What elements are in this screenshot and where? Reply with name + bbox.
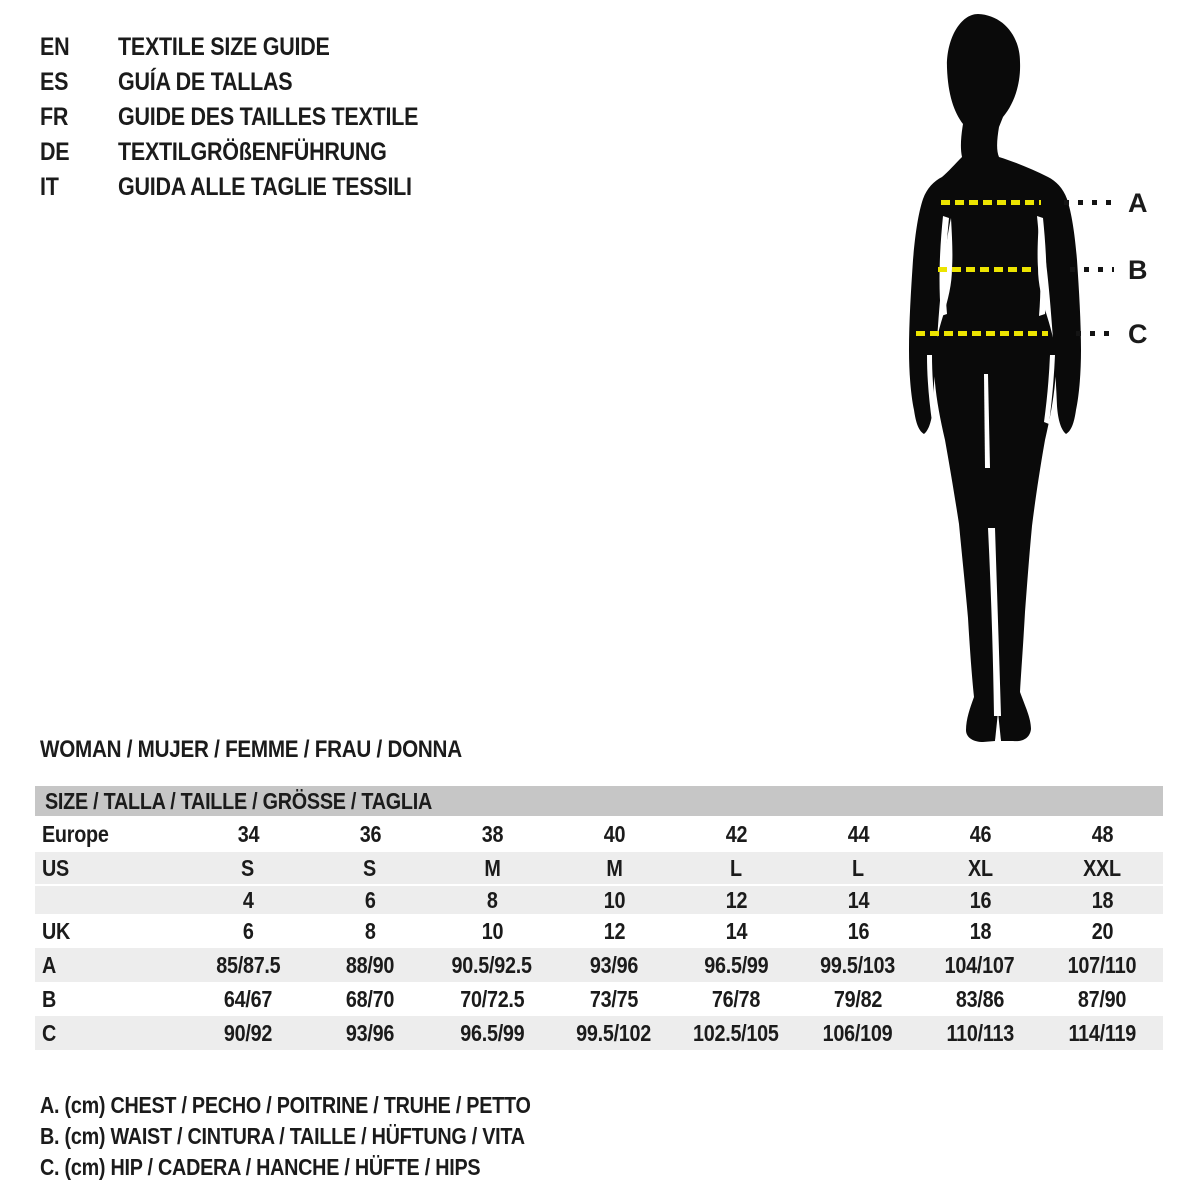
size-table-header: [35, 786, 1163, 816]
chest-leader-line: [1064, 200, 1114, 205]
woman-silhouette-icon: [870, 0, 1110, 760]
chest-measure-line: [941, 200, 1041, 205]
hip-measure-line: [916, 331, 1048, 336]
row-label: Europe: [42, 820, 109, 847]
table-cell: 14: [725, 917, 747, 944]
language-title: TEXTILE SIZE GUIDE: [118, 33, 330, 61]
measure-note: A. (cm) CHEST / PECHO / POITRINE / TRUHE / PETTO: [40, 1092, 531, 1118]
table-cell: 6: [242, 917, 254, 944]
table-cell: 6: [364, 886, 376, 913]
language-title: GUIDA ALLE TAGLIE TESSILI: [118, 173, 412, 201]
table-cell: 83/86: [955, 985, 1005, 1012]
woman-silhouette: [870, 0, 1110, 760]
table-row: [35, 816, 1163, 852]
table-cell: 99.5/102: [576, 1019, 652, 1046]
table-row: [35, 982, 1163, 1016]
table-cell: XXL: [1083, 854, 1121, 881]
language-row: [40, 170, 467, 205]
table-cell: 68/70: [345, 985, 395, 1012]
table-cell: 76/78: [711, 985, 761, 1012]
table-cell: 96.5/99: [703, 951, 769, 978]
table-cell: 48: [1091, 820, 1113, 847]
table-cell: 10: [481, 917, 503, 944]
table-cell: 18: [969, 917, 991, 944]
language-code: DE: [40, 138, 70, 166]
table-cell: 46: [969, 820, 991, 847]
table-cell: 79/82: [833, 985, 883, 1012]
hip-label: C: [1128, 319, 1148, 349]
language-row: [40, 30, 467, 65]
table-cell: 40: [603, 820, 625, 847]
language-code: EN: [40, 33, 70, 61]
size-table: [35, 786, 1163, 1050]
table-cell: 85/87.5: [215, 951, 281, 978]
language-row: [40, 100, 467, 135]
section-label-text: WOMAN / MUJER / FEMME / FRAU / DONNA: [40, 736, 462, 763]
table-cell: 102.5/105: [693, 1019, 779, 1046]
table-cell: L: [730, 854, 742, 881]
table-cell: 104/107: [945, 951, 1015, 978]
language-title: TEXTILGRÖßENFÜHRUNG: [118, 138, 387, 166]
table-cell: 114/119: [1068, 1019, 1136, 1046]
table-cell: M: [483, 854, 501, 881]
table-cell: 12: [603, 917, 625, 944]
language-row: [40, 65, 467, 100]
measure-note: C. (cm) HIP / CADERA / HANCHE / HÜFTE / HIPS: [40, 1154, 481, 1180]
table-cell: 70/72.5: [459, 985, 525, 1012]
table-cell: 106/109: [823, 1019, 893, 1046]
table-cell: 36: [359, 820, 381, 847]
table-cell: M: [605, 854, 623, 881]
table-cell: 93/96: [589, 951, 639, 978]
table-cell: 16: [969, 886, 991, 913]
table-row: [35, 948, 1163, 982]
table-cell: 93/96: [345, 1019, 395, 1046]
table-cell: S: [241, 854, 255, 881]
table-cell: 10: [603, 886, 625, 913]
row-label: US: [42, 854, 69, 881]
hip-leader-line: [1076, 331, 1114, 336]
table-row: [35, 884, 1163, 914]
language-code: FR: [40, 103, 69, 131]
table-cell: XL: [967, 854, 993, 881]
waist-label: B: [1128, 255, 1148, 285]
table-cell: 4: [242, 886, 254, 913]
table-row: [35, 914, 1163, 948]
table-cell: 90.5/92.5: [451, 951, 533, 978]
table-cell: 18: [1091, 886, 1113, 913]
table-cell: 99.5/103: [820, 951, 896, 978]
measure-notes: [40, 1090, 610, 1183]
table-cell: 64/67: [223, 985, 273, 1012]
section-label: [40, 736, 531, 764]
table-cell: S: [363, 854, 377, 881]
table-cell: L: [852, 854, 864, 881]
row-label: [35, 887, 187, 914]
waist-measure-line: [938, 267, 1035, 272]
row-label: B: [42, 985, 57, 1012]
row-label: A: [42, 951, 57, 978]
table-cell: 16: [847, 917, 869, 944]
table-cell: 44: [847, 820, 869, 847]
row-label: C: [42, 1019, 57, 1046]
table-row: [35, 852, 1163, 884]
table-cell: 8: [364, 917, 376, 944]
waist-leader-line: [1070, 267, 1114, 272]
table-cell: 34: [237, 820, 259, 847]
table-cell: 12: [725, 886, 747, 913]
row-label: UK: [42, 917, 71, 944]
table-cell: 87/90: [1077, 985, 1127, 1012]
table-cell: 38: [481, 820, 503, 847]
table-cell: 88/90: [345, 951, 395, 978]
size-table-body: [35, 816, 1163, 1050]
chest-label: A: [1128, 188, 1148, 218]
table-cell: 73/75: [589, 985, 639, 1012]
table-cell: 20: [1091, 917, 1113, 944]
table-cell: 107/110: [1067, 951, 1137, 978]
language-row: [40, 135, 467, 170]
table-cell: 8: [486, 886, 498, 913]
language-title: GUÍA DE TALLAS: [118, 68, 293, 96]
table-row: [35, 1016, 1163, 1050]
table-cell: 14: [847, 886, 869, 913]
language-code: IT: [40, 173, 59, 201]
table-cell: 90/92: [223, 1019, 273, 1046]
table-cell: 110/113: [946, 1019, 1014, 1046]
table-cell: 96.5/99: [459, 1019, 525, 1046]
language-code: ES: [40, 68, 69, 96]
language-title: GUIDE DES TAILLES TEXTILE: [118, 103, 419, 131]
language-title-list: [40, 30, 467, 205]
size-table-header-text: SIZE / TALLA / TAILLE / GRÖSSE / TAGLIA: [45, 787, 432, 814]
measure-note: B. (cm) WAIST / CINTURA / TAILLE / HÜFTUNG / VITA: [40, 1123, 525, 1149]
table-cell: 42: [725, 820, 747, 847]
